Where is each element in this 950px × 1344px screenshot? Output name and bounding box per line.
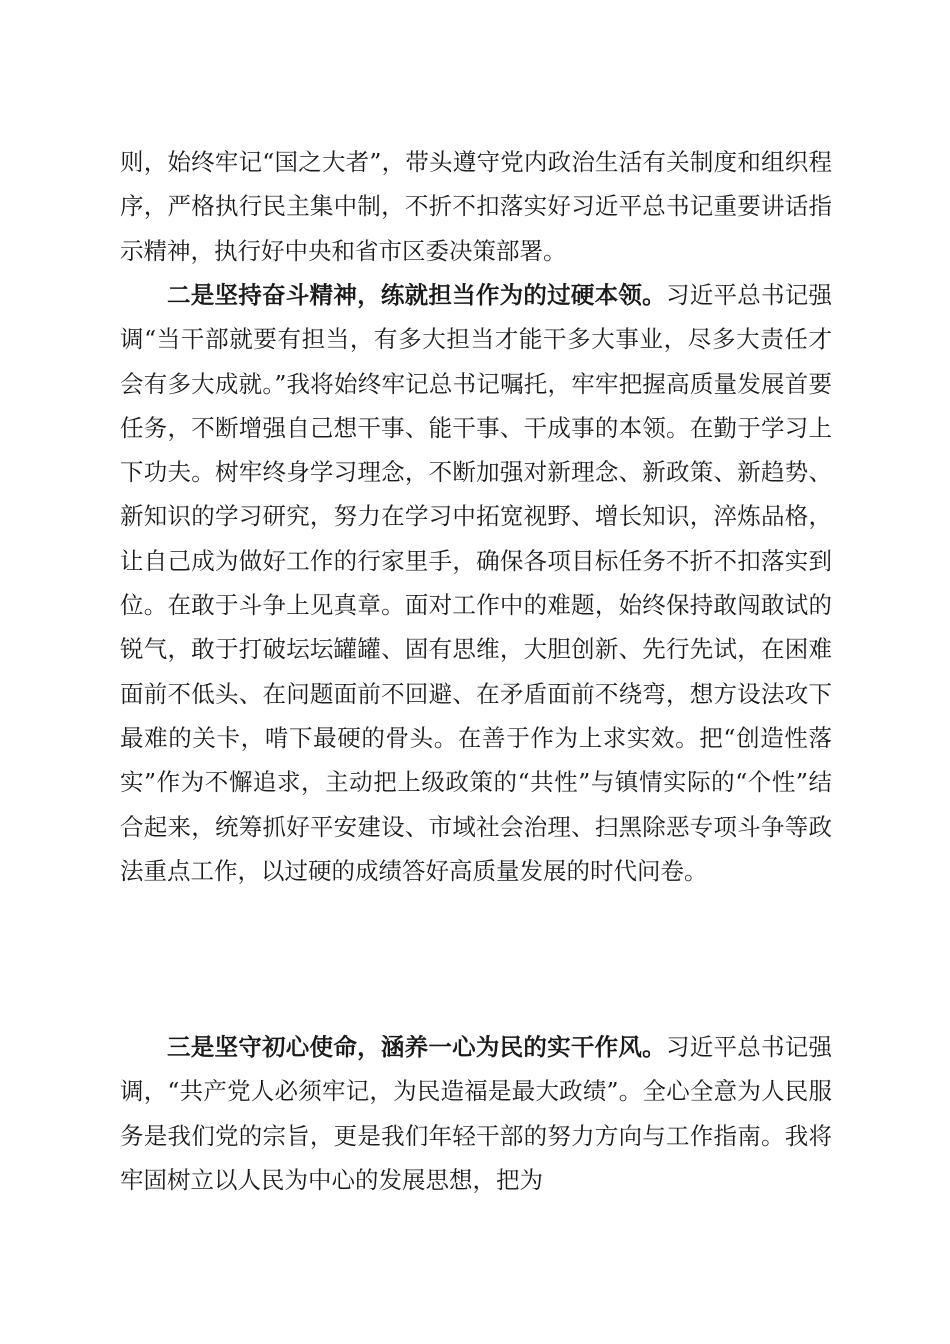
paragraph-two [120,273,832,893]
paragraph-continuation [120,140,832,273]
paragraph-text: 习近平总书记强调“当干部就要有担当，有多大担当才能干多大事业，尽多大责任才会有多大成就。”我将始终牢记总书记嘱托，牢牢把握高质量发展首要任务，不断增强自己想干事、能干事、干成事的本领。在勤于学习上下功夫。树牢终身学习理念，不断加强对新理念、新政策、新趋势、新知识的学习研究，努力在学习中拓宽视野、增长知识，淬炼品格，让自己成为做好工作的行家里手，确保各项目标任务不折不扣落实到位。在敢于斗争上见真章。面对工作中的难题，始终保持敢闯敢试的锐气，敢于打破坛坛罐罐、固有思维，大胆创新、先行先试，在困难面前不低头、在问题面前不回避、在矛盾面前不绕弯，想方设法攻下最难的关卡，啃下最硬的骨头。在善于作为上求实效。把“创造性落实”作为不懈追求，主动把上级政策的“共性”与镇情实际的“个性”结合起来，统筹抓好平安建设、市域社会治理、扫黑除恶专项斗争等政法重点工作，以过硬的成绩答好高质量发展的时代问卷。 [120,281,833,885]
paragraph-lead-heading: 三是坚守初心使命，涵养一心为民的实干作风。 [167,1033,666,1061]
paragraph-three [120,1025,832,1202]
paragraph-lead-heading: 二是坚持奋斗精神，练就担当作为的过硬本领。 [167,281,666,309]
paragraph-text: 则，始终牢记“国之大者”，带头遵守党内政治生活有关制度和组织程序，严格执行民主集中制，不折不扣落实好习近平总书记重要讲话指示精神，执行好中央和省市区委决策部署。 [120,148,832,265]
paragraph-body [120,273,832,893]
paragraph-body [120,1025,832,1202]
paragraph-text: 习近平总书记强调，“共产党人必须牢记，为民造福是最大政绩”。全心全意为人民服务是我们党的宗旨，更是我们年轻干部的努力方向与工作指南。我将牢固树立以人民为中心的发展思想，把为 [120,1033,833,1194]
